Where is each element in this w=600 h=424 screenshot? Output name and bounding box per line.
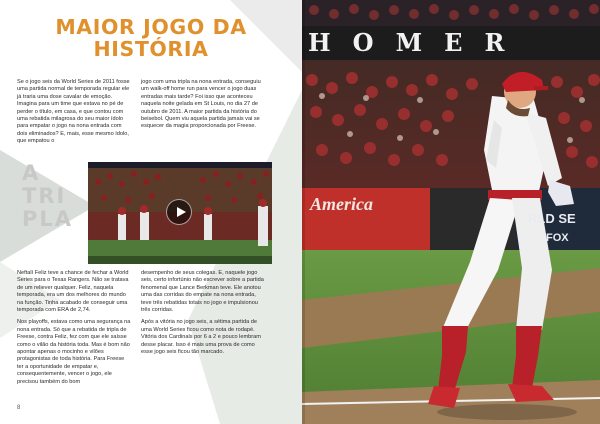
side-word-line: A: [22, 161, 41, 185]
paragraph: desempenho de seus colegas. E, naquele jogo seis, certo infortúnio não escrever sobre a partida fenomenal que Lance Berkman teve. Ele anotou uma das corridas do empate na nona entrada, teve três rebatidas totais no jogo e impulsionou três corridas.: [141, 270, 264, 314]
ad-board-right-logo: FOX: [546, 232, 569, 244]
side-word-line: TRI: [22, 184, 67, 208]
title-line-2: HISTÓRIA: [93, 37, 209, 61]
text-column-bottom-left: [17, 270, 132, 391]
right-page-photo: [302, 0, 600, 424]
paragraph: Nos playoffs, estava como uma segurança na nona entrada. Só que a rebatida de tripla de Freese, contra Feliz, fez com que ele saísse como o vilão da história toda. Mas é bom não apontar apenas o mocinho e vilões protagonistas de toda história. Para Freese ter a oportunidade de empatar e, consequentemente, vencer o jogo, ele precisou também do bom: [17, 319, 131, 385]
title-line-1: MAIOR JOGO DA: [55, 15, 247, 39]
ad-board-right-text: RLD SE: [528, 211, 576, 226]
article-title: [0, 16, 302, 60]
banner-text: HOMER: [308, 30, 527, 56]
text-column-top-right: [141, 79, 265, 136]
paragraph: Após a vitória no jogo seis, a sétima partida de uma World Series ficou como nota de rodapé. Vitória dos Cardinals por 6 a 2 e pouco lembram desse placar. Isso é mais uma prova de como esse jogo seis ficou tão marcado.: [141, 319, 261, 356]
video-thumbnail[interactable]: [88, 162, 272, 264]
paragraph: Se o jogo seis da World Series de 2011 fosse uma partida normal de temporada regular ele já traria uma dose cavalar de emoção. Imagina para um time que estava no pé de perder o título, em casa, e que contou com uma rebatida milagrosa do seu maior ídolo para empatar o jogo na nona entrada com dois eliminados? E, mais, esse mesmo ídolo, que empatou o: [17, 79, 130, 145]
paragraph: jogo com uma tripla na nona entrada, conseguiu um walk-off home run para vencer o jogo duas entradas mais tarde? Foi isso que aconteceu naquela noite gelada em St Louis, no dia 27 de outubro de 2011. A maior partida da história do beisebol. Quem viu aquela partida jamais vai se esquecer da magia proporcionada por Freese.: [141, 79, 261, 130]
text-column-top-left: [17, 79, 132, 151]
side-word-line: PLA: [22, 207, 74, 231]
page-number: 8: [17, 405, 21, 411]
text-column-bottom-right: [141, 270, 265, 361]
side-word-a-tripla: [22, 162, 84, 231]
paragraph: Neftalí Feliz teve a chance de fechar a World Series para o Texas Rangers. Não se tratava de um reliever qualquer. Feliz, naquela temporada, era um dos melhores do mundo na função. Tinha acabado de conseguir uma temporada com ERA de 2,74.: [17, 270, 129, 314]
ad-board-left-text: America: [310, 194, 373, 214]
play-icon[interactable]: [166, 199, 192, 225]
photo-banner: [308, 30, 600, 56]
